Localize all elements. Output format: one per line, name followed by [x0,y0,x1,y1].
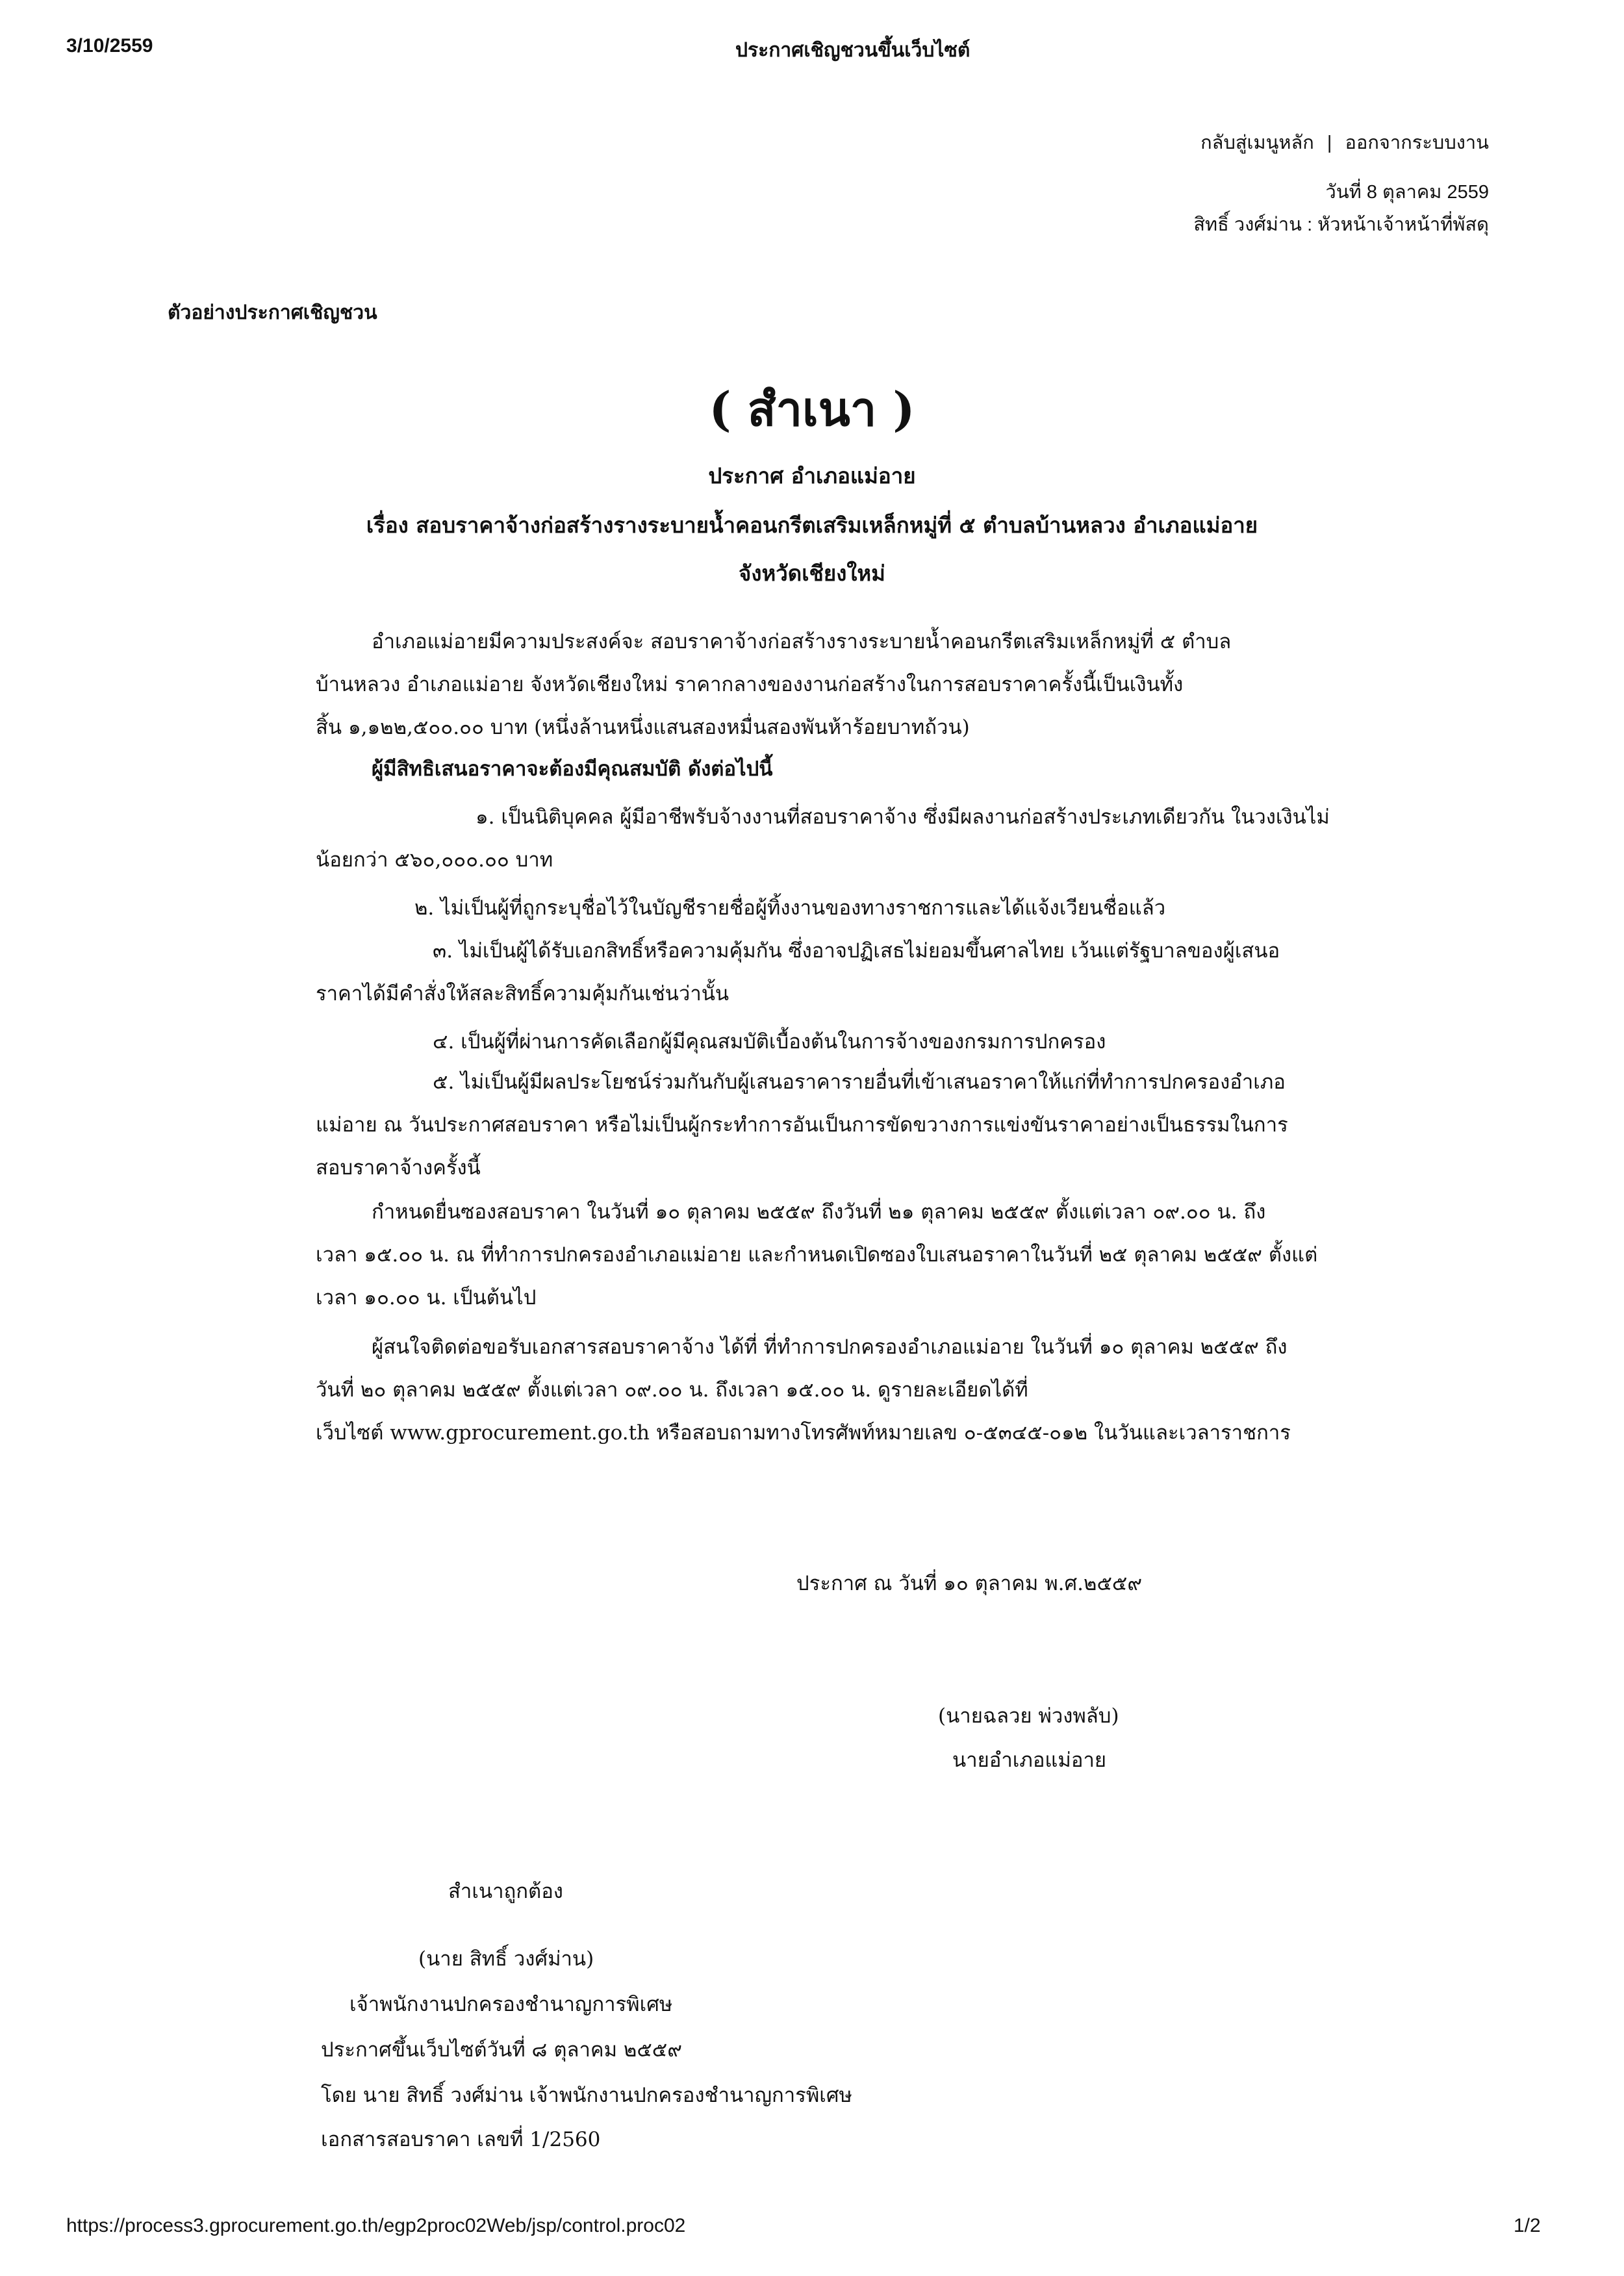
qualification-4: ๔. เป็นผู้ที่ผ่านการคัดเลือกผู้มีคุณสมบัติเบื้องต้นในการจ้างของกรมการปกครอง [433,1030,1106,1054]
posted-date: ประกาศขึ้นเว็บไซต์วันที่ ๘ ตุลาคม ๒๕๕๙ [321,2038,682,2062]
certifier-name: (นาย สิทธิ์ วงศ์ม่าน) [418,1947,594,1971]
signatory-title: นายอำเภอแม่อาย [952,1749,1107,1772]
qualification-1-line-2: น้อยกว่า ๕๖๐,๐๐๐.๐๐ บาท [316,848,553,872]
print-title: ประกาศเชิญชวนขึ้นเว็บไซต์ [735,40,971,61]
submission-line-2: เวลา ๑๕.๐๐ น. ณ ที่ทำการปกครองอำเภอแม่อาย และกำหนดเปิดซองใบเสนอราคาในวันที่ ๒๕ ตุลาคม ๒๕๕๙ ตั้งแต่ [316,1243,1318,1267]
qualifications-heading: ผู้มีสิทธิเสนอราคาจะต้องมีคุณสมบัติ ดังต่อไปนี้ [372,757,773,781]
intro-line-1: อำเภอแม่อายมีความประสงค์จะ สอบราคาจ้างก่อสร้างรางระบายน้ำคอนกรีตเสริมเหล็กหมู่ที่ ๕ ตำบล [372,630,1232,653]
logout-link[interactable]: ออกจากระบบงาน [1345,133,1489,153]
intro-line-2: บ้านหลวง อำเภอแม่อาย จังหวัดเชียงใหม่ ราคากลางของงานก่อสร้างในการสอบราคาครั้งนี้เป็นเงินทั้ง [316,673,1184,696]
footer-url: https://process3.gprocurement.go.th/egp2proc02Web/jsp/control.proc02 [66,2215,686,2236]
nav-bar [1200,127,1489,157]
qualification-1-line-1: ๑. เป็นนิติบุคคล ผู้มีอาชีพรับจ้างงานที่สอบราคาจ้าง ซึ่งมีผลงานก่อสร้างประเภทเดียวกัน ในวงเงินไม่ [476,805,1330,829]
qualification-3-line-1: ๓. ไม่เป็นผู้ได้รับเอกสิทธิ์หรือความคุ้มกัน ซึ่งอาจปฏิเสธไม่ยอมขึ้นศาลไทย เว้นแต่รัฐบาลของผู้เสนอ [433,939,1280,963]
contact-line-3: เว็บไซต์ www.gprocurement.go.th หรือสอบถามทางโทรศัพท์หมายเลข ๐-๕๓๔๕-๐๑๒ ในวันและเวลาราชการ [316,1421,1291,1445]
contact-line-2: วันที่ ๒๐ ตุลาคม ๒๕๕๙ ตั้งแต่เวลา ๐๙.๐๐ น. ถึงเวลา ๑๕.๐๐ น. ดูรายละเอียดได้ที่ [316,1378,1028,1402]
announcement-heading: ประกาศ อำเภอแม่อาย [708,463,916,488]
intro-line-3: สิ้น ๑,๑๒๒,๕๐๐.๐๐ บาท (หนึ่งล้านหนึ่งแสนสองหมื่นสองพันห้าร้อยบาทถ้วน) [316,716,970,739]
announcement-date: ประกาศ ณ วันที่ ๑๐ ตุลาคม พ.ศ.๒๕๕๙ [796,1572,1143,1595]
submission-line-3: เวลา ๑๐.๐๐ น. เป็นต้นไป [316,1286,537,1309]
home-link[interactable]: กลับสู่เมนูหลัก [1200,133,1314,153]
sample-label: ตัวอย่างประกาศเชิญชวน [168,302,377,323]
qualification-3-line-2: ราคาได้มีคำสั่งให้สละสิทธิ์ความคุ้มกันเช่นว่านั้น [316,982,730,1005]
announcement-province: จังหวัดเชียงใหม่ [739,561,885,586]
session-date: วันที่ 8 ตุลาคม 2559 [1325,182,1489,203]
qualification-5-line-3: สอบราคาจ้างครั้งนี้ [316,1156,481,1180]
qualification-2: ๒. ไม่เป็นผู้ที่ถูกระบุชื่อไว้ในบัญชีรายชื่อผู้ทิ้งงานของทางราชการและได้แจ้งเวียนชื่อแล้ว [414,896,1166,920]
document-number: เอกสารสอบราคา เลขที่ 1/2560 [321,2128,601,2151]
session-user: สิทธิ์ วงศ์ม่าน : หัวหน้าเจ้าหน้าที่พัสดุ [1193,214,1489,235]
posted-by: โดย นาย สิทธิ์ วงศ์ม่าน เจ้าพนักงานปกครองชำนาญการพิเศษ [321,2084,852,2107]
announcement-subject: เรื่อง สอบราคาจ้างก่อสร้างรางระบายน้ำคอนกรีตเสริมเหล็กหมู่ที่ ๕ ตำบลบ้านหลวง อำเภอแม่อาย [366,512,1258,538]
nav-separator: | [1326,133,1332,153]
qualification-5-line-2: แม่อาย ณ วันประกาศสอบราคา หรือไม่เป็นผู้กระทำการอันเป็นการขัดขวางการแข่งขันราคาอย่างเป็นธรรมในการ [316,1113,1288,1137]
contact-line-1: ผู้สนใจติดต่อขอรับเอกสารสอบราคาจ้าง ได้ที่ ที่ทำการปกครองอำเภอแม่อาย ในวันที่ ๑๐ ตุลาคม ๒๕๕๙ ถึง [372,1335,1288,1359]
signatory-name: (นายฉลวย พ่วงพลับ) [938,1704,1119,1728]
print-date: 3/10/2559 [66,35,153,57]
page-number: 1/2 [1514,2215,1541,2236]
certified-copy: สำเนาถูกต้อง [448,1880,563,1903]
certifier-title: เจ้าพนักงานปกครองชำนาญการพิเศษ [349,1993,673,2016]
qualification-5-line-1: ๕. ไม่เป็นผู้มีผลประโยชน์ร่วมกันกับผู้เสนอราคารายอื่นที่เข้าเสนอราคาให้แก่ที่ทำการปกครองอำเภอ [433,1070,1286,1094]
submission-line-1: กำหนดยื่นซองสอบราคา ในวันที่ ๑๐ ตุลาคม ๒๕๕๙ ถึงวันที่ ๒๑ ตุลาคม ๒๕๕๙ ตั้งแต่เวลา ๐๙.๐๐ น. ถึง [372,1200,1266,1224]
copy-stamp: ( สำเนา ) [709,381,915,436]
